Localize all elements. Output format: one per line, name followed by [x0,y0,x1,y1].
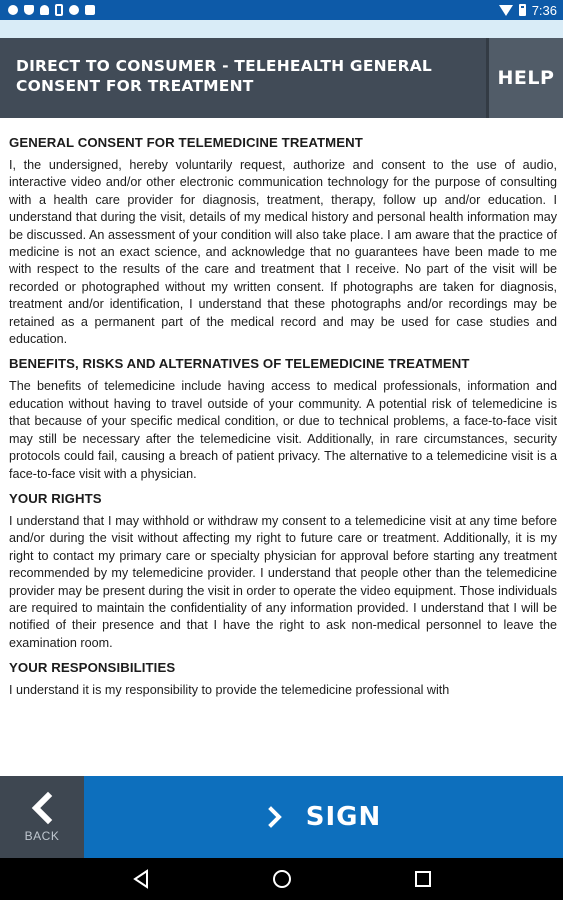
battery-icon [519,4,526,16]
back-button[interactable] [0,776,84,858]
section-heading: GENERAL CONSENT FOR TELEMEDICINE TREATMENT [9,135,363,150]
back-label: BACK [24,829,60,843]
section-body: I, the undersigned, hereby voluntarily request, authorize and consent to the use of audio, interactive video and/or other electronic communication technology for the purpose of consulting with a health care provider for diagnosis, treatment, therapy, follow up and/or education. I understand that during the visit, details of my medical history and personal health information may be discussed. An assessment of your condition will also take place. I am aware that the practice of medicine is not an exact science, and acknowledge that no guarantees have been made to me with respect to the results of the care and treatment that I receive. No part of the visit will be recorded or photographed without my written consent. If photographs are taken for diagnosis, treatment and/or identification, I understand that these photographs and/or recordings may be retained as a permanent part of the medical record and may be used for case studies and education. [9,158,557,347]
notification-icon [8,5,18,15]
help-button[interactable]: HELP [486,38,563,118]
recents-square-icon [413,869,433,889]
status-bar [0,0,563,20]
bottom-action-bar [0,776,563,858]
home-circle-icon [271,868,293,890]
status-time: 7:36 [531,2,557,18]
chevron-right-icon [266,805,284,829]
status-right-icons [499,3,557,18]
consent-section [9,490,557,652]
consent-document[interactable] [0,118,563,776]
nav-back-button[interactable] [126,864,156,894]
system-nav-bar [0,858,563,900]
chevron-left-icon [27,791,57,825]
nav-recents-button[interactable] [408,864,438,894]
wifi-icon [499,5,513,16]
section-body: The benefits of telemedicine include having access to medical professionals, information and education without having to travel outside of your community. A potential risk of telemedicine is that because of your specific medical condition, or due to technical problems, a face-to-face visit may still be necessary after the telemedicine visit. Additionally, in rare circumstances, security protocols could fail, causing a breach of patient privacy. The alternative to a telemedicine visit is a face-to-face visit with a physician. [9,379,557,481]
section-body: I understand that I may withhold or withdraw my consent to a telemedicine visit at any time before and/or during the visit without affecting my right to future care or treatment. Additionally, it is my right to contact my primary care or specialty physician for approval before starting any treatment recommended by my telemedicine provider. I understand that people other than the telemedicine provider may be present during the visit in order to operate the video equipment. Those individuals are required to maintain the confidentiality of any information provided. I understand that I will be notified of their presence and that I have the right to ask non-medical personnel to leave the examination room. [9,513,557,650]
settings-icon [69,5,79,15]
section-heading: YOUR RIGHTS [9,490,102,506]
phone-icon [55,4,63,16]
sign-button[interactable] [84,776,563,858]
page-title: DIRECT TO CONSUMER - TELEHEALTH GENERAL CONSENT FOR TREATMENT [16,57,433,95]
consent-section [9,355,557,482]
header-spacer [0,20,563,38]
sign-label: SIGN [305,802,382,832]
bag-icon [85,5,95,15]
nav-home-button[interactable] [267,864,297,894]
shield-icon [24,5,34,15]
section-body: I understand it is my responsibility to provide the telemedicine professional with [9,683,450,698]
status-left-icons [8,4,95,16]
consent-section [9,134,557,348]
app-header [0,38,563,118]
android-icon [40,5,49,15]
section-heading: YOUR RESPONSIBILITIES [9,660,176,676]
section-heading: BENEFITS, RISKS AND ALTERNATIVES OF TELEMEDICINE TREATMENT [9,356,470,372]
back-triangle-icon [131,869,151,889]
consent-section [9,659,557,699]
